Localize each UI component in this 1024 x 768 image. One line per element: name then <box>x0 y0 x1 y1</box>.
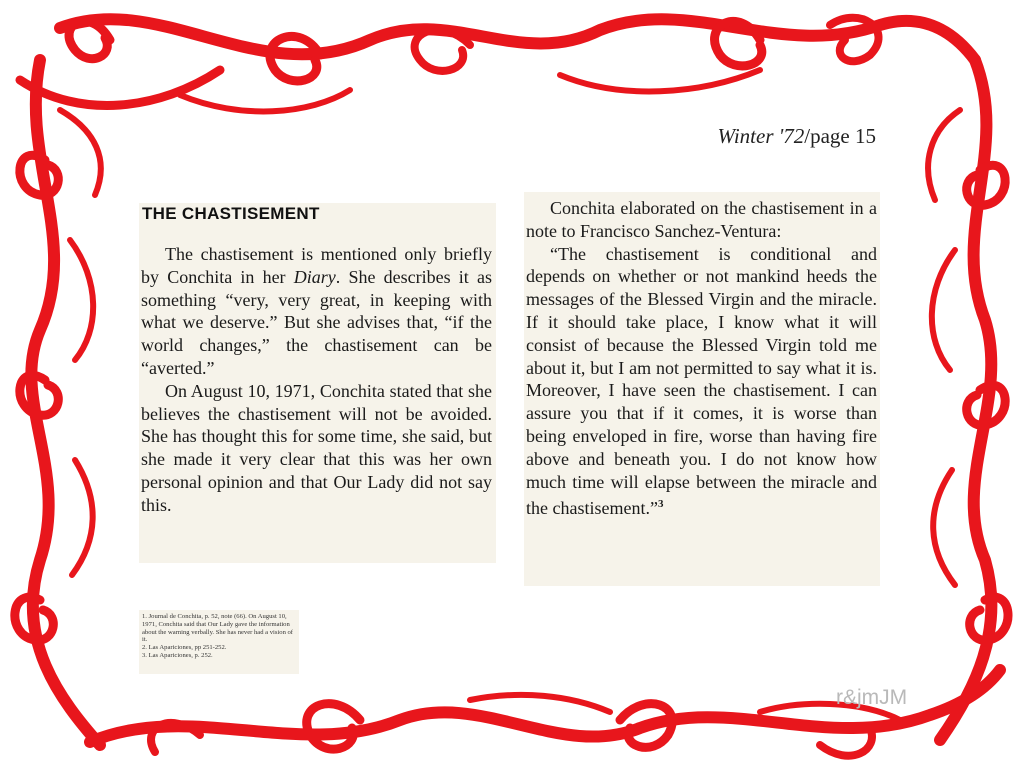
footnotes <box>142 613 298 660</box>
footnote-ref: 3 <box>657 498 664 511</box>
footnote-1: 1. Journal de Conchita, p. 52, note (66). On August 10, 1971, Conchita said that Our Lady gave the information about the warning verbally. She has never had a vision of it. <box>142 613 294 644</box>
left-column-text <box>141 243 492 517</box>
issue-label: Winter '72 <box>717 124 805 148</box>
paragraph: On August 10, 1971, Conchita stated that she believes the chastisement will not be avoided. She has thought this for some time, she said, but she made it very clear that this was her own personal opinion and that Our Lady did not say this. <box>141 380 492 515</box>
page-header <box>640 124 876 149</box>
watermark: r&jmJM <box>836 686 908 709</box>
diary-title: Diary <box>293 266 336 287</box>
footnote-2: 2. Las Apariciones, pp 251-252. <box>142 644 227 652</box>
paragraph: The chastisement is mentioned only briefly by Conchita in her Diary. She describes it as something “very, very great, in keeping with what we deserve.” But she advises that, “if the world changes,” the chastisement can be “averted.” <box>141 244 492 378</box>
footnote-3: 3. Las Apariciones, p. 252. <box>142 651 213 659</box>
paragraph: Conchita elaborated on the chastisement in a note to Francisco Sanchez-Ventura: <box>526 198 877 241</box>
article-heading: THE CHASTISEMENT <box>142 204 320 223</box>
quote-paragraph: “The chastisement is conditional and depends on whether or not mankind heeds the messages of the Blessed Virgin and the miracle. If it should take place, I know what it will consist of because the Blessed Virgin told me about it, but I am not permitted to say what it is. Moreover, I have seen the chastisement. I can assure you that if it comes, it is worse than being enveloped in fire, worse than having fire above and beneath you. I do not know how much time will elapse between the miracle and the chastisement.”$^3$ <box>526 243 877 519</box>
page-number: /page 15 <box>804 124 876 148</box>
right-column-text <box>526 197 877 520</box>
